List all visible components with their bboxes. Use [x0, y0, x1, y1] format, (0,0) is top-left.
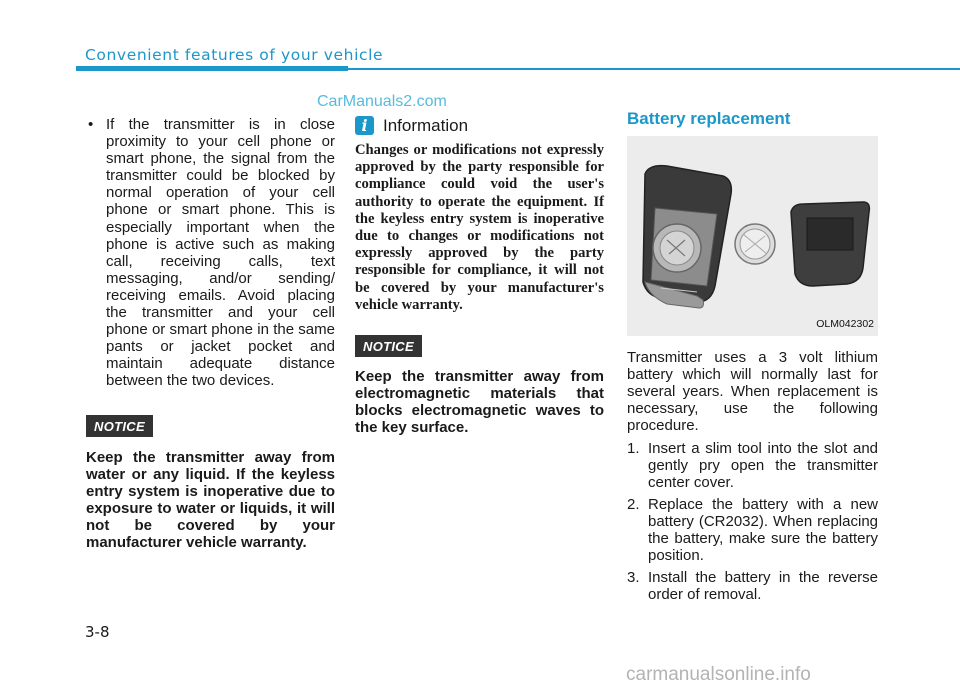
- info-text: Changes or modifications not expressly approved by the party responsible for compliance could void the user's authority to operate the equipment. If the keyless entry system is inoperative due to changes or modifications not expressly approved by the party responsible for compliance, it will not be covered by your manufacturer's vehicle warranty.: [355, 142, 604, 313]
- watermark-top: CarManuals2.com: [317, 93, 447, 110]
- right-column: [627, 110, 878, 603]
- battery-figure: [627, 136, 878, 336]
- step-number: 3.: [627, 569, 640, 587]
- section-title: Battery replacement: [627, 109, 791, 128]
- header-rule: [348, 68, 960, 70]
- header-title: Convenient features of your vehicle: [85, 46, 384, 64]
- step-1: [627, 440, 878, 491]
- bullet-text: If the transmitter is in close proximity to your cell phone or smart phone, the signal from the transmitter could be blocked by normal operation of your cell phone or smart phone. This is especially important when the phone is active such as making call, receiving calls, text messaging, and/or sending/ receiving emails. Avoid placing the transmitter and your cell phone or smart phone in the same pants or jacket pocket and maintain adequate distance between the two devices.: [106, 116, 335, 390]
- step-number: 1.: [627, 439, 640, 457]
- info-icon: i: [355, 116, 374, 135]
- middle-column: [355, 116, 604, 437]
- bullet-mark: •: [88, 116, 94, 133]
- watermark-bottom: carmanualsonline.info: [626, 664, 811, 685]
- info-heading: [355, 116, 604, 135]
- notice-badge-wrap: [355, 335, 604, 357]
- notice-text: Keep the transmitter away from water or any liquid. If the keyless entry system is inoperative due to exposure to water or liquids, it will not be covered by your manufacturer vehicle warranty.: [86, 448, 335, 552]
- figure-label: OLM042302: [816, 318, 874, 330]
- page-number: 3-8: [85, 623, 110, 641]
- left-column: [86, 116, 335, 551]
- notice-badge: NOTICE: [355, 335, 422, 357]
- battery-intro: Transmitter uses a 3 volt lithium battery which will normally last for several years. When replacement is necessary, use the following procedure.: [627, 349, 878, 435]
- notice-text: Keep the transmitter away from electromagnetic materials that blocks electromagnetic waves to the key surface.: [355, 368, 604, 437]
- info-title: Information: [383, 115, 469, 135]
- header-bar: [76, 66, 348, 71]
- step-text: Replace the battery with a new battery (CR2032). When replacing the battery, make sure the battery position.: [648, 495, 878, 565]
- step-text: Install the battery in the reverse order of removal.: [648, 569, 878, 604]
- step-3: [627, 569, 878, 603]
- step-number: 2.: [627, 495, 640, 513]
- step-2: [627, 496, 878, 564]
- key-fob-illustration: [627, 136, 878, 336]
- notice-badge: NOTICE: [86, 415, 153, 437]
- bullet-paragraph: [86, 116, 335, 390]
- step-text: Insert a slim tool into the slot and gently pry open the transmitter center cover.: [648, 439, 878, 491]
- notice-badge-wrap: [86, 415, 335, 437]
